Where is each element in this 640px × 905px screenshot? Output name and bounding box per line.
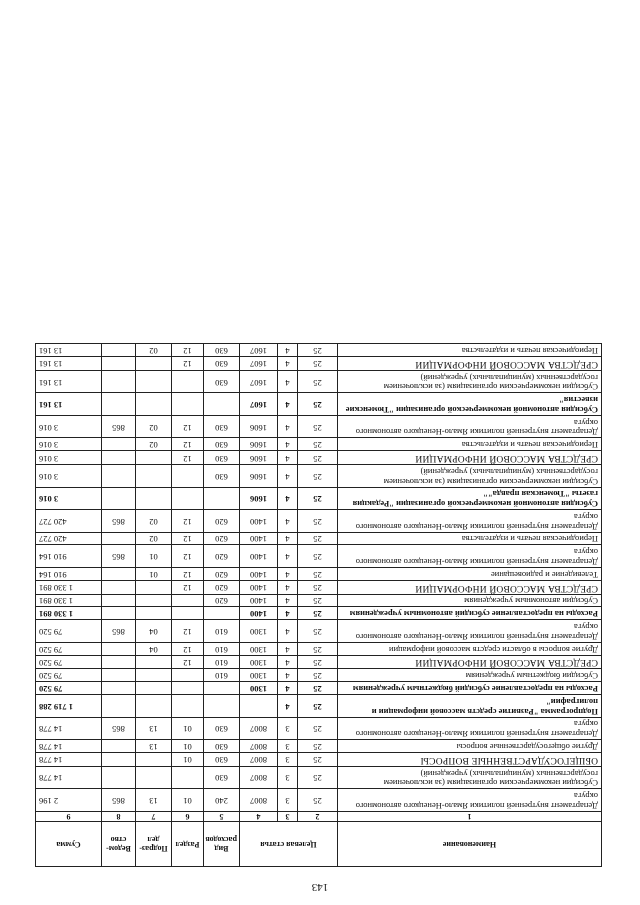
cell-department (101, 740, 135, 753)
cell-subprogram: 4 (278, 682, 298, 695)
cell-subprogram: 4 (278, 415, 298, 438)
cell-article: 1607 (239, 356, 277, 370)
cell-sum: 910 164 (35, 545, 101, 568)
cell-subsection: 02 (135, 415, 171, 438)
cell-subprogram: 4 (278, 580, 298, 594)
cell-subprogram: 3 (278, 752, 298, 766)
column-index-row (35, 811, 601, 821)
cell-article: 1606 (239, 438, 277, 451)
col-index: 9 (35, 811, 101, 821)
cell-sum: 3 016 (35, 451, 101, 465)
header-department: Ведом-ство (101, 822, 135, 867)
cell-department (101, 393, 135, 416)
cell-article: 1400 (239, 532, 277, 545)
cell-article: 1607 (239, 370, 277, 393)
cell-subprogram: 4 (278, 451, 298, 465)
cell-expense-type: 630 (203, 752, 239, 766)
cell-expense-type: 630 (203, 451, 239, 465)
cell-article: 1400 (239, 568, 277, 581)
cell-program: 25 (298, 415, 338, 438)
cell-program: 25 (298, 655, 338, 669)
cell-expense-type (203, 607, 239, 620)
cell-article: 8007 (239, 766, 277, 789)
cell-name: Департамент внутренней политики Ямало-Ненецкого автономного округа (338, 510, 602, 533)
cell-subprogram: 4 (278, 532, 298, 545)
cell-article: 1606 (239, 465, 277, 488)
cell-subprogram: 4 (278, 607, 298, 620)
cell-program: 25 (298, 789, 338, 812)
cell-sum: 13 161 (35, 356, 101, 370)
header-sum: Сумма (35, 822, 101, 867)
cell-department (101, 669, 135, 682)
table-row (35, 580, 601, 594)
cell-sum: 13 161 (35, 393, 101, 416)
cell-article: 1606 (239, 487, 277, 510)
cell-sum: 3 016 (35, 438, 101, 451)
cell-subsection (135, 465, 171, 488)
cell-sum: 79 520 (35, 669, 101, 682)
cell-section: 12 (171, 655, 203, 669)
cell-section: 01 (171, 789, 203, 812)
cell-subsection (135, 695, 171, 718)
cell-name: Периодическая печать и издательства (338, 344, 602, 357)
cell-article: 8007 (239, 740, 277, 753)
cell-program: 25 (298, 532, 338, 545)
cell-article: 1300 (239, 620, 277, 643)
cell-expense-type: 610 (203, 642, 239, 655)
cell-program: 25 (298, 370, 338, 393)
cell-department: 865 (101, 717, 135, 740)
col-index: 2 (298, 811, 338, 821)
table-row (35, 356, 601, 370)
cell-subprogram: 4 (278, 545, 298, 568)
cell-department (101, 370, 135, 393)
cell-subprogram: 4 (278, 393, 298, 416)
cell-subsection (135, 580, 171, 594)
cell-subsection: 13 (135, 789, 171, 812)
cell-subprogram: 4 (278, 370, 298, 393)
cell-program: 25 (298, 510, 338, 533)
table-row (35, 607, 601, 620)
cell-expense-type: 630 (203, 415, 239, 438)
cell-expense-type: 240 (203, 789, 239, 812)
cell-article: 1606 (239, 451, 277, 465)
cell-subsection (135, 393, 171, 416)
header-section: Раздел (171, 822, 203, 867)
cell-program: 25 (298, 356, 338, 370)
cell-department (101, 344, 135, 357)
table-row (35, 752, 601, 766)
table-row (35, 642, 601, 655)
table-row (35, 415, 601, 438)
cell-name: Субсидии некоммерческим организациям (за исключением государственных (муниципальных) учреждений) (338, 370, 602, 393)
cell-section: 12 (171, 620, 203, 643)
table-row (35, 620, 601, 643)
cell-subprogram: 3 (278, 789, 298, 812)
cell-department (101, 655, 135, 669)
cell-section (171, 766, 203, 789)
table-row (35, 451, 601, 465)
cell-subsection (135, 752, 171, 766)
cell-expense-type: 630 (203, 465, 239, 488)
cell-article: 1300 (239, 655, 277, 669)
cell-expense-type: 630 (203, 766, 239, 789)
table-row (35, 717, 601, 740)
cell-sum: 13 161 (35, 370, 101, 393)
cell-program: 25 (298, 568, 338, 581)
cell-subprogram: 4 (278, 487, 298, 510)
table-row (35, 487, 601, 510)
cell-article: 8007 (239, 717, 277, 740)
cell-expense-type (203, 393, 239, 416)
cell-department (101, 682, 135, 695)
cell-name: Периодическая печать и издательства (338, 532, 602, 545)
cell-article: 1300 (239, 642, 277, 655)
cell-article (239, 695, 277, 718)
cell-expense-type: 630 (203, 356, 239, 370)
cell-program: 25 (298, 580, 338, 594)
cell-section (171, 370, 203, 393)
col-index: 6 (171, 811, 203, 821)
cell-subprogram: 4 (278, 655, 298, 669)
cell-department (101, 580, 135, 594)
table-row (35, 465, 601, 488)
cell-article: 1607 (239, 393, 277, 416)
cell-subprogram: 4 (278, 438, 298, 451)
cell-section: 12 (171, 356, 203, 370)
cell-article: 1400 (239, 545, 277, 568)
cell-subsection (135, 487, 171, 510)
cell-subsection: 02 (135, 532, 171, 545)
cell-program: 25 (298, 766, 338, 789)
table-row (35, 438, 601, 451)
cell-program: 25 (298, 594, 338, 607)
cell-program: 25 (298, 695, 338, 718)
header-target-article: Целевая статья (239, 822, 337, 867)
cell-expense-type: 620 (203, 580, 239, 594)
cell-sum: 14 778 (35, 752, 101, 766)
cell-sum: 3 016 (35, 465, 101, 488)
cell-program: 25 (298, 607, 338, 620)
cell-program: 25 (298, 438, 338, 451)
cell-article: 1606 (239, 415, 277, 438)
cell-sum: 2 196 (35, 789, 101, 812)
cell-name: Субсидии некоммерческим организациям (за исключением государственных (муниципальных) учреждений) (338, 766, 602, 789)
table-row (35, 393, 601, 416)
cell-sum: 3 016 (35, 487, 101, 510)
cell-name: Субсидия автономной некоммерческой организации "Редакция газеты "Тюменская правда"" (338, 487, 602, 510)
cell-sum: 13 161 (35, 344, 101, 357)
table-row (35, 594, 601, 607)
table-row (35, 682, 601, 695)
header-subsection: Подраз-дел (135, 822, 171, 867)
cell-section: 01 (171, 717, 203, 740)
cell-department (101, 532, 135, 545)
cell-sum: 79 520 (35, 642, 101, 655)
cell-section: 12 (171, 568, 203, 581)
cell-expense-type: 610 (203, 620, 239, 643)
cell-expense-type: 620 (203, 545, 239, 568)
cell-article: 1400 (239, 580, 277, 594)
cell-subsection: 01 (135, 568, 171, 581)
cell-section (171, 465, 203, 488)
cell-expense-type: 620 (203, 594, 239, 607)
cell-program: 25 (298, 393, 338, 416)
cell-subsection: 02 (135, 510, 171, 533)
cell-department (101, 487, 135, 510)
cell-program: 25 (298, 717, 338, 740)
cell-subsection: 02 (135, 344, 171, 357)
cell-subprogram: 4 (278, 510, 298, 533)
cell-subprogram: 3 (278, 717, 298, 740)
cell-sum: 1 330 891 (35, 607, 101, 620)
cell-expense-type: 620 (203, 532, 239, 545)
cell-article: 1607 (239, 344, 277, 357)
table-row (35, 669, 601, 682)
cell-section (171, 607, 203, 620)
cell-article: 8007 (239, 752, 277, 766)
cell-article: 1400 (239, 607, 277, 620)
cell-subsection: 13 (135, 717, 171, 740)
cell-section: 12 (171, 642, 203, 655)
cell-department (101, 766, 135, 789)
cell-name: Другие вопросы в области средств массовой информации (338, 642, 602, 655)
cell-section: 12 (171, 510, 203, 533)
cell-subprogram: 3 (278, 740, 298, 753)
table-row (35, 655, 601, 669)
table-row (35, 510, 601, 533)
cell-subprogram: 4 (278, 695, 298, 718)
cell-subsection: 02 (135, 438, 171, 451)
table-row (35, 695, 601, 718)
cell-program: 25 (298, 740, 338, 753)
cell-expense-type: 630 (203, 438, 239, 451)
cell-subsection (135, 370, 171, 393)
cell-name: СРЕДСТВА МАССОВОЙ ИНФОРМАЦИИ (338, 580, 602, 594)
cell-program: 25 (298, 344, 338, 357)
budget-table (35, 343, 602, 867)
cell-subprogram: 4 (278, 356, 298, 370)
cell-subsection (135, 451, 171, 465)
cell-name: Департамент внутренней политики Ямало-Ненецкого автономного округа (338, 789, 602, 812)
header-name: Наименование (338, 822, 602, 867)
cell-name: Периодическая печать и издательства (338, 438, 602, 451)
cell-section: 01 (171, 740, 203, 753)
cell-article: 1400 (239, 510, 277, 533)
table-row (35, 344, 601, 357)
cell-program: 25 (298, 620, 338, 643)
cell-subsection (135, 766, 171, 789)
cell-name: Другие общегосударственные вопросы (338, 740, 602, 753)
cell-program: 25 (298, 682, 338, 695)
cell-expense-type: 620 (203, 510, 239, 533)
cell-section: 12 (171, 545, 203, 568)
col-index: 4 (239, 811, 277, 821)
table-row (35, 545, 601, 568)
cell-name: Расходы на предоставление субсидий бюджетным учреждениям (338, 682, 602, 695)
cell-department (101, 752, 135, 766)
cell-subprogram: 3 (278, 766, 298, 789)
cell-name: Департамент внутренней политики Ямало-Ненецкого автономного округа (338, 545, 602, 568)
cell-department (101, 568, 135, 581)
cell-subsection (135, 356, 171, 370)
cell-expense-type (203, 682, 239, 695)
cell-subprogram: 4 (278, 568, 298, 581)
cell-department (101, 451, 135, 465)
cell-expense-type: 630 (203, 717, 239, 740)
cell-expense-type: 630 (203, 344, 239, 357)
cell-department (101, 695, 135, 718)
table-row (35, 568, 601, 581)
cell-subsection (135, 655, 171, 669)
cell-program: 25 (298, 669, 338, 682)
col-index: 1 (338, 811, 602, 821)
cell-sum: 3 016 (35, 415, 101, 438)
cell-article: 8007 (239, 789, 277, 812)
header-row (35, 822, 601, 867)
cell-section: 01 (171, 752, 203, 766)
cell-expense-type: 620 (203, 568, 239, 581)
cell-name: Субсидии бюджетным учреждениям (338, 669, 602, 682)
cell-subsection: 04 (135, 642, 171, 655)
table-row (35, 370, 601, 393)
cell-section: 12 (171, 344, 203, 357)
cell-sum: 14 778 (35, 766, 101, 789)
cell-sum: 79 520 (35, 682, 101, 695)
table-body (35, 344, 601, 812)
cell-subsection: 13 (135, 740, 171, 753)
cell-name: Департамент внутренней политики Ямало-Ненецкого автономного округа (338, 415, 602, 438)
cell-subsection (135, 669, 171, 682)
cell-expense-type: 610 (203, 669, 239, 682)
table-row (35, 789, 601, 812)
cell-article: 1300 (239, 682, 277, 695)
cell-article: 1300 (239, 669, 277, 682)
cell-section (171, 594, 203, 607)
cell-subprogram: 4 (278, 669, 298, 682)
cell-expense-type (203, 695, 239, 718)
cell-sum: 910 164 (35, 568, 101, 581)
cell-program: 25 (298, 752, 338, 766)
cell-department (101, 465, 135, 488)
cell-section (171, 393, 203, 416)
cell-section: 12 (171, 415, 203, 438)
cell-program: 25 (298, 545, 338, 568)
cell-name: Расходы на предоставление субсидий автономным учреждениям (338, 607, 602, 620)
cell-expense-type: 610 (203, 655, 239, 669)
table-row (35, 766, 601, 789)
cell-name: Телевидение и радиовещание (338, 568, 602, 581)
cell-department (101, 607, 135, 620)
cell-name: Субсидия автономной некоммерческой организации "Тюменские известия" (338, 393, 602, 416)
cell-section (171, 695, 203, 718)
page-number: 143 (311, 881, 329, 893)
cell-department: 865 (101, 545, 135, 568)
cell-sum: 79 520 (35, 620, 101, 643)
cell-sum: 79 520 (35, 655, 101, 669)
cell-sum: 420 727 (35, 510, 101, 533)
table-row (35, 532, 601, 545)
cell-program: 25 (298, 642, 338, 655)
cell-subsection (135, 607, 171, 620)
cell-name: Подпрограмма "Развитие средств массовой информации и полиграфии" (338, 695, 602, 718)
cell-name: Субсидии автономным учреждениям (338, 594, 602, 607)
cell-department (101, 356, 135, 370)
col-index: 5 (203, 811, 239, 821)
cell-section (171, 682, 203, 695)
cell-expense-type (203, 487, 239, 510)
col-index: 7 (135, 811, 171, 821)
cell-article: 1400 (239, 594, 277, 607)
cell-section (171, 487, 203, 510)
cell-sum: 1 719 288 (35, 695, 101, 718)
cell-name: Департамент внутренней политики Ямало-Ненецкого автономного округа (338, 620, 602, 643)
cell-name: СРЕДСТВА МАССОВОЙ ИНФОРМАЦИИ (338, 655, 602, 669)
cell-department (101, 438, 135, 451)
cell-subprogram: 4 (278, 344, 298, 357)
cell-section: 12 (171, 532, 203, 545)
cell-subsection: 04 (135, 620, 171, 643)
cell-subsection: 01 (135, 545, 171, 568)
table-row (35, 740, 601, 753)
cell-department: 865 (101, 510, 135, 533)
col-index: 8 (101, 811, 135, 821)
cell-department: 865 (101, 789, 135, 812)
cell-expense-type: 630 (203, 370, 239, 393)
cell-sum: 14 778 (35, 717, 101, 740)
cell-program: 25 (298, 451, 338, 465)
cell-subprogram: 4 (278, 620, 298, 643)
cell-sum: 14 778 (35, 740, 101, 753)
cell-department: 865 (101, 415, 135, 438)
cell-name: СРЕДСТВА МАССОВОЙ ИНФОРМАЦИИ (338, 451, 602, 465)
cell-subsection (135, 594, 171, 607)
cell-expense-type: 630 (203, 740, 239, 753)
cell-section (171, 669, 203, 682)
cell-department (101, 594, 135, 607)
cell-subsection (135, 682, 171, 695)
cell-sum: 1 330 891 (35, 580, 101, 594)
col-index: 3 (278, 811, 298, 821)
cell-department (101, 642, 135, 655)
cell-name: ОБЩЕГОСУДАРСТВЕННЫЕ ВОПРОСЫ (338, 752, 602, 766)
cell-name: Субсидии некоммерческим организациям (за исключением государственных (муниципальных) учреждений) (338, 465, 602, 488)
cell-subprogram: 4 (278, 465, 298, 488)
cell-name: СРЕДСТВА МАССОВОЙ ИНФОРМАЦИИ (338, 356, 602, 370)
cell-subprogram: 4 (278, 594, 298, 607)
header-expense-type: Вид расходов (203, 822, 239, 867)
cell-sum: 420 727 (35, 532, 101, 545)
cell-sum: 1 330 891 (35, 594, 101, 607)
cell-program: 25 (298, 487, 338, 510)
cell-section: 12 (171, 580, 203, 594)
cell-section: 12 (171, 451, 203, 465)
cell-name: Департамент внутренней политики Ямало-Ненецкого автономного округа (338, 717, 602, 740)
cell-program: 25 (298, 465, 338, 488)
cell-subprogram: 4 (278, 642, 298, 655)
cell-department: 865 (101, 620, 135, 643)
cell-section: 12 (171, 438, 203, 451)
